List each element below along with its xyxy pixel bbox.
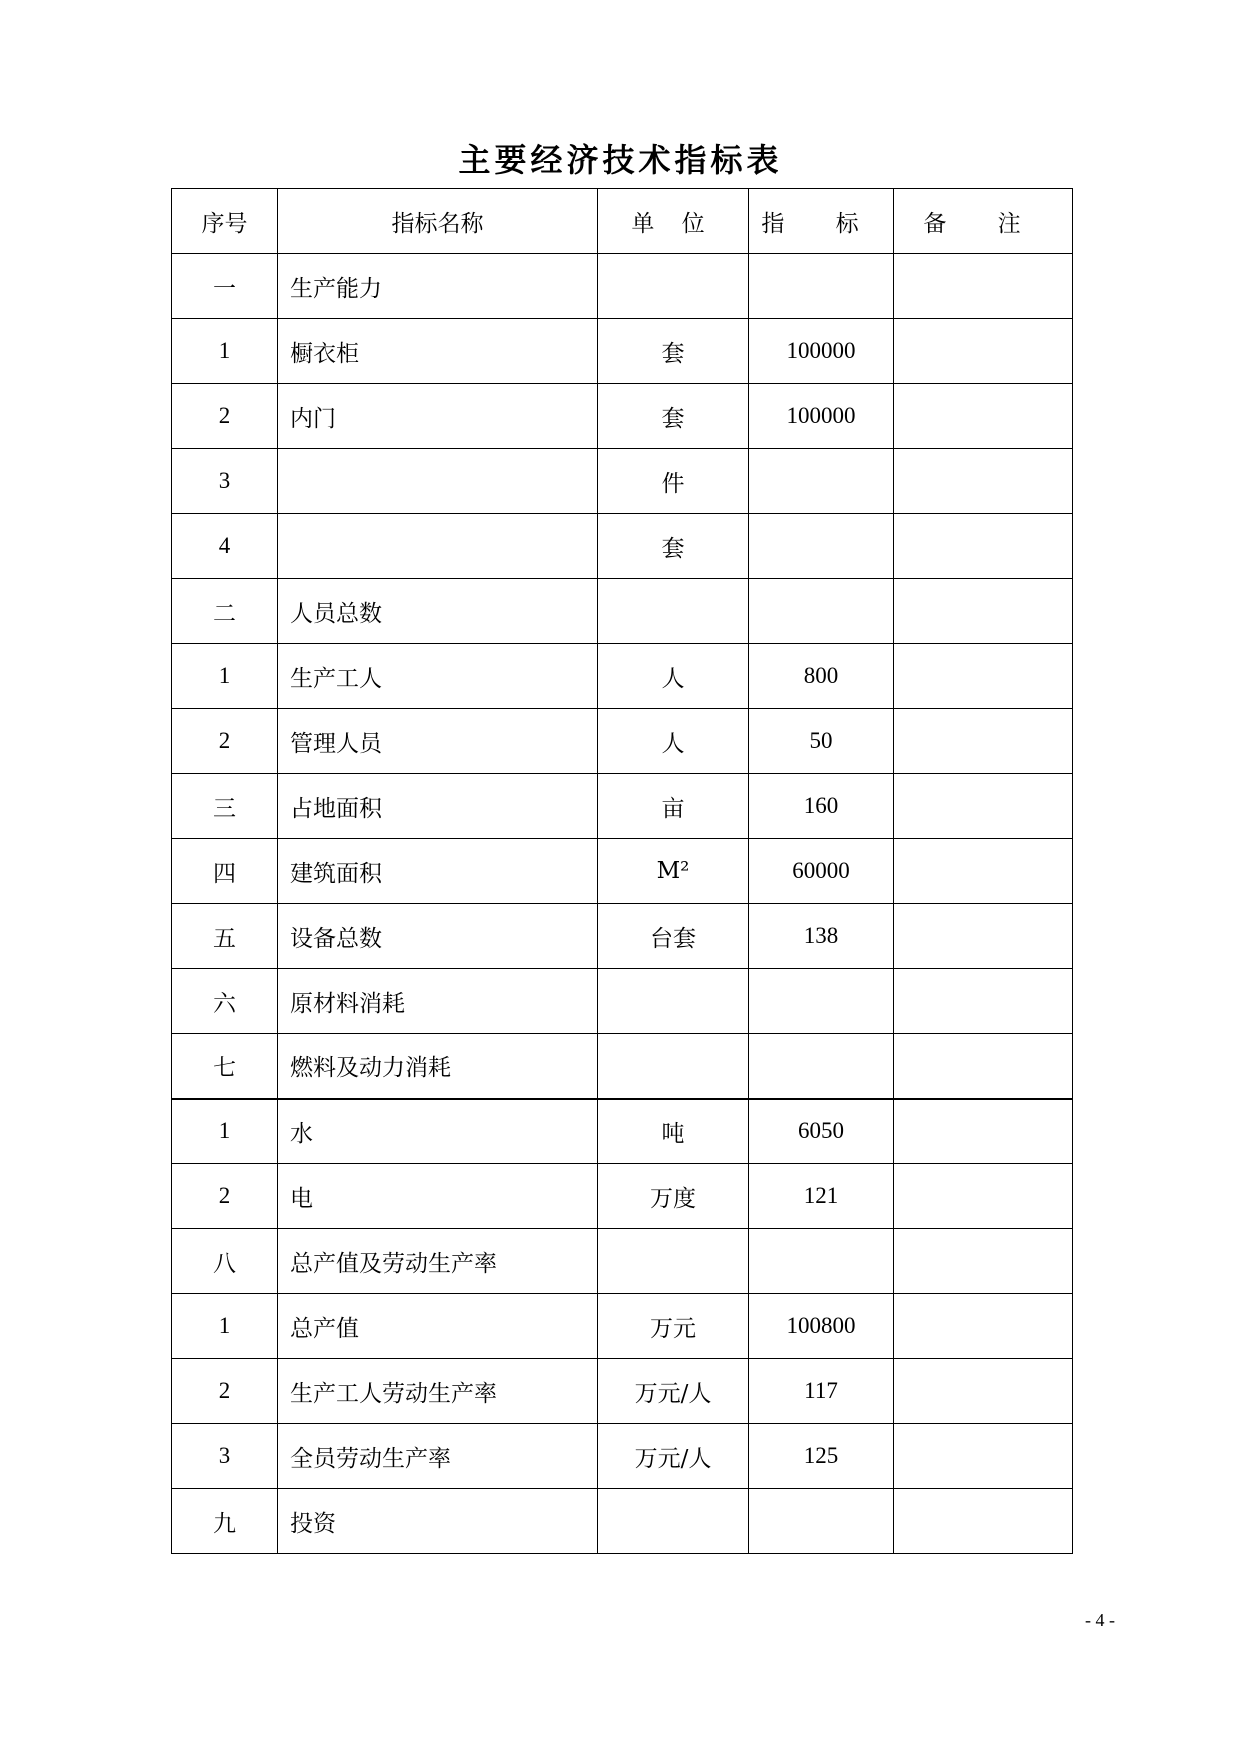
cell-value: 138 <box>749 904 894 969</box>
cell-unit: 台套 <box>598 904 749 969</box>
table-row <box>172 774 1073 839</box>
cell-name: 设备总数 <box>278 904 598 969</box>
cell-name: 总产值 <box>278 1294 598 1359</box>
cell-name: 水 <box>278 1099 598 1164</box>
table-row <box>172 384 1073 449</box>
cell-remark <box>894 254 1073 319</box>
cell-value <box>749 449 894 514</box>
cell-name: 电 <box>278 1164 598 1229</box>
cell-name: 燃料及动力消耗 <box>278 1034 598 1099</box>
cell-remark <box>894 384 1073 449</box>
cell-remark <box>894 319 1073 384</box>
cell-seq: 2 <box>172 709 278 774</box>
cell-unit: 吨 <box>598 1099 749 1164</box>
cell-remark <box>894 644 1073 709</box>
cell-name: 生产工人 <box>278 644 598 709</box>
cell-remark <box>894 449 1073 514</box>
table-row <box>172 969 1073 1034</box>
cell-value <box>749 254 894 319</box>
header-unit: 单 位 <box>598 189 749 254</box>
cell-name: 投资 <box>278 1489 598 1554</box>
cell-seq: 八 <box>172 1229 278 1294</box>
table-body <box>172 254 1073 1554</box>
cell-value: 117 <box>749 1359 894 1424</box>
cell-seq: 1 <box>172 1099 278 1164</box>
cell-seq: 2 <box>172 384 278 449</box>
table-row <box>172 644 1073 709</box>
table-header-row <box>172 189 1073 254</box>
cell-seq: 三 <box>172 774 278 839</box>
cell-remark <box>894 969 1073 1034</box>
cell-value: 6050 <box>749 1099 894 1164</box>
cell-value <box>749 1034 894 1099</box>
table-row <box>172 1294 1073 1359</box>
cell-name: 生产能力 <box>278 254 598 319</box>
cell-remark <box>894 1164 1073 1229</box>
cell-value <box>749 1229 894 1294</box>
cell-value <box>749 579 894 644</box>
cell-unit: 人 <box>598 644 749 709</box>
table-row <box>172 904 1073 969</box>
cell-seq: 3 <box>172 1424 278 1489</box>
cell-seq: 二 <box>172 579 278 644</box>
cell-value: 121 <box>749 1164 894 1229</box>
indicator-table <box>171 188 1073 1554</box>
cell-value <box>749 514 894 579</box>
cell-remark <box>894 1034 1073 1099</box>
cell-unit: 万元/人 <box>598 1424 749 1489</box>
cell-remark <box>894 579 1073 644</box>
table-row <box>172 514 1073 579</box>
cell-remark <box>894 1294 1073 1359</box>
cell-seq: 五 <box>172 904 278 969</box>
cell-name: 管理人员 <box>278 709 598 774</box>
cell-remark <box>894 514 1073 579</box>
cell-unit: 人 <box>598 709 749 774</box>
table-row <box>172 254 1073 319</box>
cell-unit: 套 <box>598 514 749 579</box>
cell-name: 人员总数 <box>278 579 598 644</box>
table-row <box>172 1359 1073 1424</box>
cell-unit <box>598 579 749 644</box>
cell-seq: 2 <box>172 1164 278 1229</box>
cell-remark <box>894 709 1073 774</box>
cell-remark <box>894 1099 1073 1164</box>
cell-seq: 九 <box>172 1489 278 1554</box>
cell-value: 60000 <box>749 839 894 904</box>
cell-seq: 一 <box>172 254 278 319</box>
table-row <box>172 1229 1073 1294</box>
cell-value: 160 <box>749 774 894 839</box>
cell-unit: 套 <box>598 384 749 449</box>
cell-unit: 套 <box>598 319 749 384</box>
cell-value <box>749 969 894 1034</box>
cell-unit <box>598 1489 749 1554</box>
cell-name: 原材料消耗 <box>278 969 598 1034</box>
cell-name <box>278 449 598 514</box>
cell-seq: 1 <box>172 1294 278 1359</box>
cell-remark <box>894 1424 1073 1489</box>
table-row <box>172 1164 1073 1229</box>
cell-seq: 1 <box>172 319 278 384</box>
cell-value: 800 <box>749 644 894 709</box>
cell-name: 全员劳动生产率 <box>278 1424 598 1489</box>
cell-unit: M² <box>598 839 749 904</box>
cell-seq: 3 <box>172 449 278 514</box>
page-number: - 4 - <box>1085 1610 1115 1630</box>
cell-seq: 4 <box>172 514 278 579</box>
cell-seq: 四 <box>172 839 278 904</box>
cell-remark <box>894 774 1073 839</box>
cell-seq: 六 <box>172 969 278 1034</box>
cell-unit: 万元/人 <box>598 1359 749 1424</box>
cell-name <box>278 514 598 579</box>
header-value: 指 标 <box>749 189 894 254</box>
table-row <box>172 1489 1073 1554</box>
table-row <box>172 1034 1073 1099</box>
table-row <box>172 1099 1073 1164</box>
cell-remark <box>894 1229 1073 1294</box>
cell-seq: 2 <box>172 1359 278 1424</box>
table-row <box>172 1424 1073 1489</box>
cell-unit: 万度 <box>598 1164 749 1229</box>
cell-unit <box>598 969 749 1034</box>
table-row <box>172 709 1073 774</box>
cell-value: 100000 <box>749 319 894 384</box>
page-title: 主要经济技术指标表 <box>458 141 783 179</box>
cell-unit <box>598 1229 749 1294</box>
cell-name: 内门 <box>278 384 598 449</box>
cell-name: 橱衣柜 <box>278 319 598 384</box>
cell-unit <box>598 1034 749 1099</box>
table-row <box>172 449 1073 514</box>
cell-name: 总产值及劳动生产率 <box>278 1229 598 1294</box>
cell-remark <box>894 1359 1073 1424</box>
header-name: 指标名称 <box>278 189 598 254</box>
table-row <box>172 839 1073 904</box>
cell-value <box>749 1489 894 1554</box>
table-row <box>172 319 1073 384</box>
cell-value: 125 <box>749 1424 894 1489</box>
cell-name: 建筑面积 <box>278 839 598 904</box>
cell-name: 占地面积 <box>278 774 598 839</box>
cell-value: 100800 <box>749 1294 894 1359</box>
cell-name: 生产工人劳动生产率 <box>278 1359 598 1424</box>
cell-value: 100000 <box>749 384 894 449</box>
header-seq: 序号 <box>172 189 278 254</box>
cell-remark <box>894 1489 1073 1554</box>
cell-unit: 件 <box>598 449 749 514</box>
cell-remark <box>894 839 1073 904</box>
cell-seq: 七 <box>172 1034 278 1099</box>
cell-unit: 万元 <box>598 1294 749 1359</box>
cell-unit: 亩 <box>598 774 749 839</box>
cell-seq: 1 <box>172 644 278 709</box>
cell-value: 50 <box>749 709 894 774</box>
cell-unit <box>598 254 749 319</box>
cell-remark <box>894 904 1073 969</box>
table-row <box>172 579 1073 644</box>
header-remark: 备 注 <box>894 189 1073 254</box>
